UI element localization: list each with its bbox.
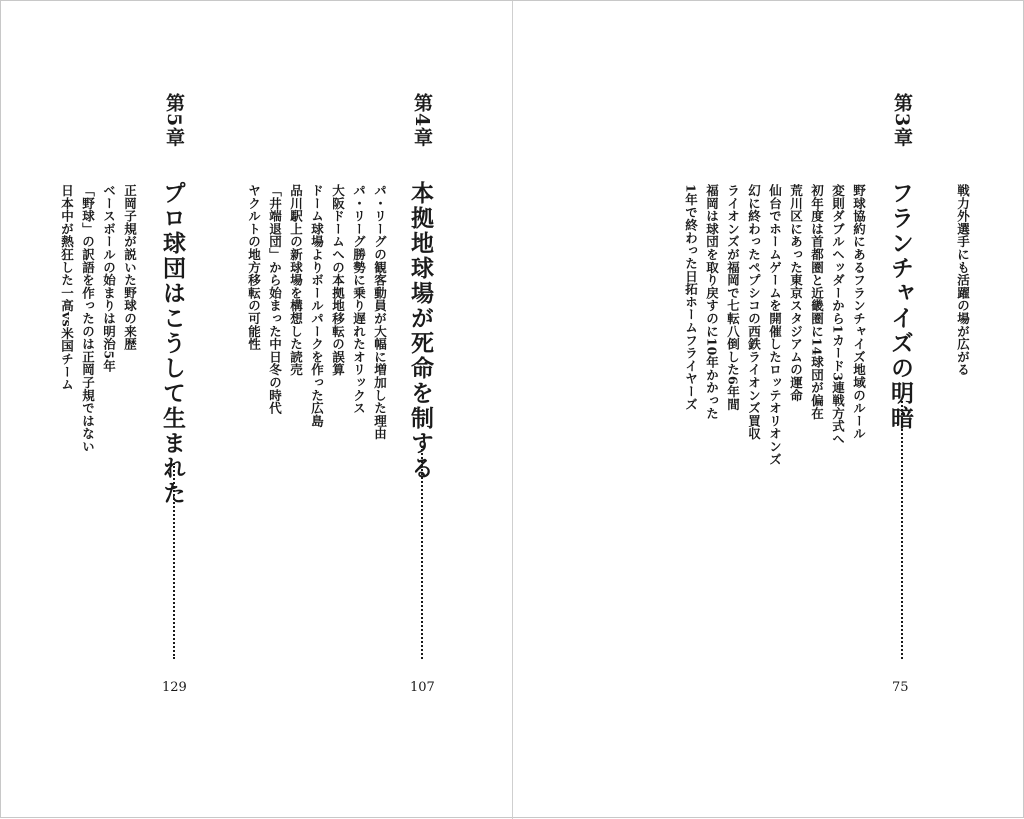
chapter4-item-6[interactable]: 「井端退団」から始まった中日冬の時代 (267, 184, 283, 415)
chapter3-item-9[interactable]: 1年で終わった日拓ホームフライヤーズ (683, 184, 699, 411)
chapter3-page-number: 75 (892, 680, 909, 695)
chapter4-item-4[interactable]: ドーム球場よりボールパークを作った広島 (309, 184, 325, 428)
chapter4-leader-dots (421, 446, 423, 659)
chapter5-item-2[interactable]: ベースボールの始まりは明治5年 (101, 184, 117, 373)
chapter3-title[interactable]: フランチャイズの明暗 (887, 181, 914, 431)
chapter4-item-2[interactable]: パ・リーグ勝勢に乗り遅れたオリックス (351, 184, 367, 415)
chapter5-page-number: 129 (162, 680, 187, 695)
chapter4-page-number: 107 (410, 680, 435, 695)
chapter3-item-5[interactable]: 仙台でホームゲームを開催したロッテオリオンズ (767, 184, 783, 466)
chapter5-item-3[interactable]: 「野球」の訳語を作ったのは正岡子規ではない (80, 184, 96, 453)
chapter5-label: 第5章 (163, 93, 185, 148)
chapter3-leader-dots (901, 401, 903, 659)
chapter3-item-7[interactable]: ライオンズが福岡で七転八倒した6年間 (725, 184, 741, 411)
chapter5-item-4[interactable]: 日本中が熱狂した一高vs米国チーム (59, 184, 75, 391)
chapter3-label: 第3章 (891, 93, 913, 148)
chapter5-item-1[interactable]: 正岡子規が説いた野球の来歴 (122, 184, 138, 351)
chapter4-label: 第4章 (411, 93, 433, 148)
chapter4-item-7[interactable]: ヤクルトの地方移転の可能性 (246, 184, 262, 351)
chapter4-item-5[interactable]: 品川駅上の新球場を構想した読売 (288, 184, 304, 376)
chapter3-item-4[interactable]: 荒川区にあった東京スタジアムの運命 (788, 184, 804, 402)
chapter3-item-2[interactable]: 変則ダブルヘッダーから1カード3連戦方式へ (830, 184, 846, 446)
chapter3-item-6[interactable]: 幻に終わったペプシコの西鉄ライオンズ買収 (746, 184, 762, 440)
chapter5-leader-dots (173, 463, 175, 659)
book-spine (512, 1, 513, 819)
chapter3-item-1[interactable]: 野球協約にあるフランチャイズ地域のルール (851, 184, 867, 440)
chapter5-title[interactable]: プロ球団はこうして生まれた (159, 181, 186, 506)
previous-chapter-item[interactable]: 戦力外選手にも活躍の場が広がる (955, 184, 971, 376)
chapter4-title[interactable]: 本拠地球場が死命を制する (407, 181, 434, 481)
chapter3-item-8[interactable]: 福岡は球団を取り戻すのに10年かかった (704, 184, 720, 420)
chapter3-item-3[interactable]: 初年度は首都圏と近畿圏に14球団が偏在 (809, 184, 825, 420)
chapter4-item-3[interactable]: 大阪ドームへの本拠地移転の誤算 (330, 184, 346, 376)
chapter4-item-1[interactable]: パ・リーグの観客動員が大幅に増加した理由 (372, 184, 388, 440)
